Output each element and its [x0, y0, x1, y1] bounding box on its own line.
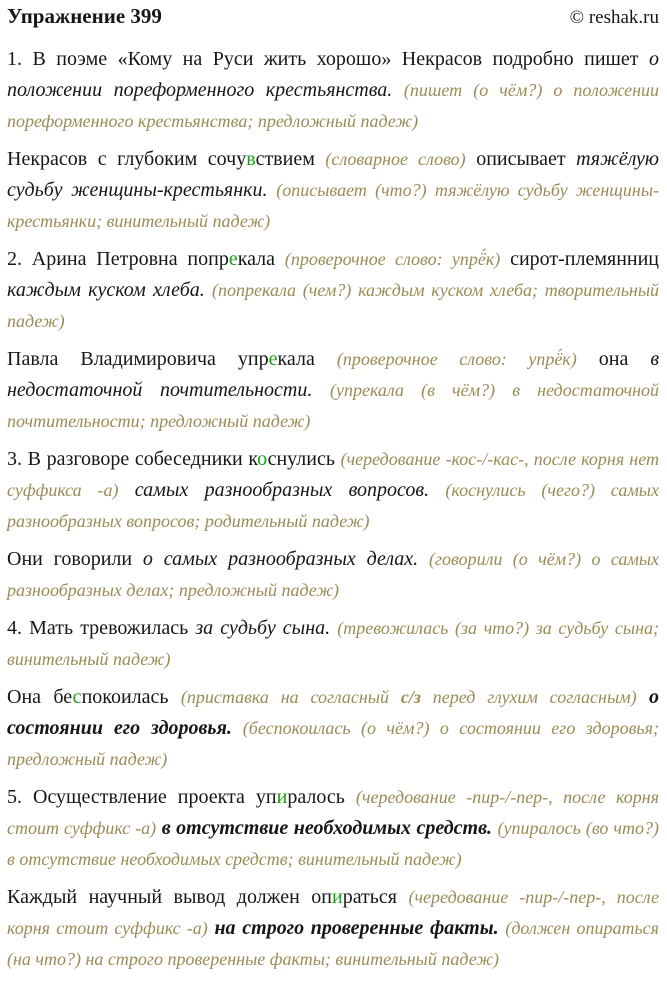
page-header	[7, 4, 659, 30]
sentence-text: покоилась	[81, 686, 181, 708]
sentence-paragraph	[7, 682, 659, 775]
sentence-text: кала	[237, 248, 285, 270]
object-phrase: в недостаточной почтительности.	[7, 348, 660, 401]
highlighted-letter: и	[331, 886, 343, 908]
grammar-note: (чередование -пир-/-пер-, после корня стоит суффикс -а)	[7, 887, 659, 938]
object-phrase: о самых разнообразных делах.	[142, 548, 419, 570]
sentence-text: кала	[277, 348, 337, 370]
exercise-title: Упражнение 399	[7, 4, 162, 28]
sentence-text	[392, 79, 404, 101]
sentence-text: 1. В поэме «Кому на Руси жить хорошо» Некрасов подробно пишет	[7, 48, 649, 70]
sentence-text: сирот-племянниц	[500, 248, 660, 270]
grammar-note: (пишет (о чём?) о положении пореформенного крестьянства; предложный падеж)	[7, 80, 659, 131]
sentence-text	[429, 479, 445, 501]
sentence-paragraph	[7, 344, 659, 437]
sentence-text: 5. Осуществление проекта уп	[7, 786, 277, 808]
sentence-text	[268, 179, 277, 201]
grammar-note: (проверочное слово: упрё́к)	[336, 349, 577, 369]
sentence-text: Она бе	[7, 686, 73, 708]
site-copyright: © reshak.ru	[569, 7, 659, 28]
sentence-text	[118, 479, 134, 501]
grammar-note: (словарное слово)	[325, 149, 466, 169]
sentence-paragraph	[7, 544, 659, 606]
sentence-text	[205, 279, 212, 301]
sentence-paragraph	[7, 444, 659, 537]
grammar-note: перед глухим согласным)	[420, 687, 637, 707]
object-phrase: каждым куском хлеба.	[7, 279, 205, 301]
exercise-body	[7, 44, 659, 975]
object-phrase: за судьбу сына.	[195, 617, 331, 639]
sentence-text: она	[576, 348, 651, 370]
object-phrase: о положении пореформенного крестьянства.	[7, 48, 659, 101]
sentence-text: 4. Мать тревожилась	[7, 617, 196, 639]
highlighted-letter: в	[246, 148, 256, 170]
grammar-note: (должен опираться (на что?) на строго проверенные факты; винительный падеж)	[7, 918, 659, 969]
object-phrase: в отсутствие необходимых средств.	[161, 817, 493, 839]
grammar-note: (тревожилась (за что?) за судьбу сына; винительный падеж)	[7, 618, 659, 669]
sentence-text	[312, 379, 330, 401]
sentence-paragraph	[7, 882, 659, 975]
object-phrase: на строго проверенные факты.	[214, 917, 499, 939]
sentence-text: Каждый научный вывод должен оп	[7, 886, 332, 908]
highlighted-letter: е	[228, 248, 238, 270]
sentence-text: раться	[342, 886, 409, 908]
sentence-text	[637, 686, 649, 708]
sentence-text	[418, 548, 429, 570]
grammar-note: (описывает (что?) тяжёлую судьбу женщины-крестьянки; винительный падеж)	[7, 180, 659, 231]
highlighted-letter: и	[276, 786, 288, 808]
sentence-paragraph	[7, 144, 659, 237]
grammar-note: (приставка на согласный	[180, 687, 401, 707]
sentence-text	[232, 717, 243, 739]
sentence-text: Павла Владимировича упр	[7, 348, 269, 370]
highlighted-letter: с	[72, 686, 82, 708]
grammar-note: (беспокоилась (о чём?) о состоянии его здоровья; предложный падеж)	[7, 718, 659, 769]
sentence-paragraph	[7, 782, 659, 875]
grammar-note: (упрекала (в чём?) в недостаточной почтительности; предложный падеж)	[7, 380, 659, 431]
sentence-paragraph	[7, 244, 659, 337]
grammar-note: (попрекала (чем?) каждым куском хлеба; творительный падеж)	[7, 280, 660, 331]
sentence-text: описывает	[465, 148, 577, 170]
grammar-note: с/з	[400, 687, 421, 707]
sentence-text: 3. В разговоре собеседники к	[7, 448, 258, 470]
highlighted-letter: о	[257, 448, 268, 470]
grammar-note: (чередование -пир-/-пер-, после корня стоит суффикс -а)	[7, 787, 659, 838]
sentence-text: снулись	[267, 448, 341, 470]
grammar-note: (проверочное слово: упрё́к)	[284, 249, 501, 269]
sentence-text: Некрасов с глубоким сочу	[7, 148, 247, 170]
object-phrase: о состоянии его здоровья.	[7, 686, 660, 739]
object-phrase: тяжёлую судьбу женщины-крестьянки.	[7, 148, 660, 201]
sentence-text: ралось	[287, 786, 356, 808]
object-phrase: самых разнообразных вопросов.	[134, 479, 430, 501]
sentence-text: 2. Арина Петровна попр	[7, 248, 229, 270]
grammar-note: (коснулись (чего?) самых разнообразных вопросов; родительный падеж)	[7, 480, 659, 531]
sentence-text: Они говорили	[7, 548, 143, 570]
grammar-note: (чередование -кос-/-кас-, после корня нет суффикса -а)	[7, 449, 659, 500]
grammar-note: (упиралось (во что?) в отсутствие необходимых средств; винительный падеж)	[7, 818, 659, 869]
sentence-text: ствием	[255, 148, 326, 170]
sentence-paragraph	[7, 613, 659, 675]
sentence-paragraph	[7, 44, 659, 137]
highlighted-letter: е	[268, 348, 278, 370]
grammar-note: (говорили (о чём?) о самых разнообразных делах; предложный падеж)	[7, 549, 660, 600]
